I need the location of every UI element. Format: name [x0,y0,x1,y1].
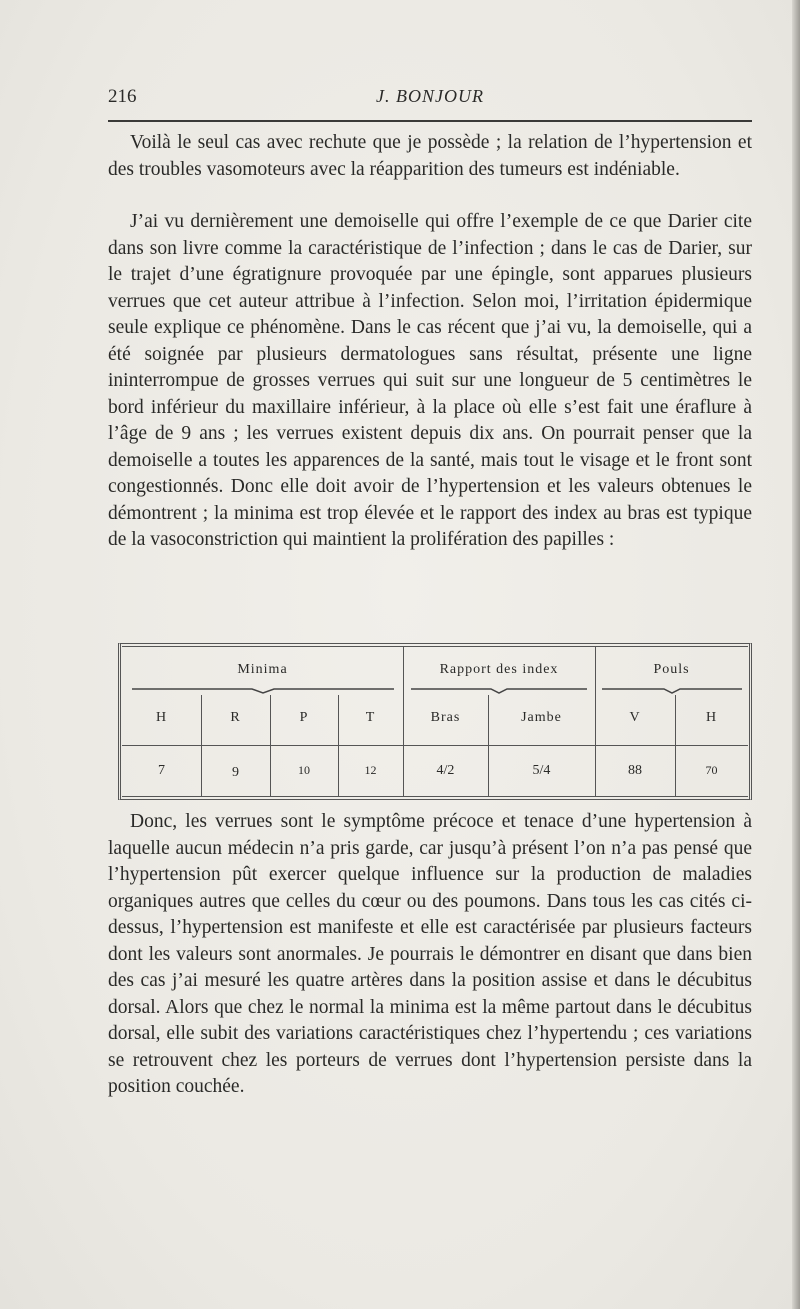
col-header-t: T [365,710,376,725]
value-t: 12 [364,763,377,777]
value-bras: 4/2 [436,763,455,778]
value-jambe: 5/4 [532,763,551,778]
group-header-rapport: Rapport des index [439,662,559,677]
value-v: 88 [628,763,642,778]
col-header-h: H [155,710,168,725]
table-inner-top-rule [122,646,748,647]
running-title: J. BONJOUR [376,86,484,106]
table-inner-bottom-rule [122,796,748,797]
page-number: 216 [108,86,137,107]
measurements-table [118,643,752,800]
paragraph-3: Donc, les verrues sont le symptôme précoce et tenace d’une hypertension à laquelle aucun médecin n’a pris garde, car jusqu’à présent l’on n’a pas pensé que l’hypertension pût exercer quelque influence sur la production de maladies organiques autres que celles du cœur ou des poumons. Dans tous les cas cités ci-dessus, l’hypertension est manifeste et elle est caractérisée par plusieurs facteurs dont les valeurs sont anormales. Je pourrais le démontrer en disant que dans bien des cas j’ai mesuré les quatre artères dans la position assise et dans le décubitus dorsal. Alors que chez le normal la minima est la même partout dans le décubitus dorsal, elle subit des variations caractéristiques chez l’hypertendu ; ces variations se retrouvent chez les porteurs de verrues dont l’hypertension persiste dans la position couchée. [108,811,752,1097]
header-rule [108,120,752,122]
value-r: 9 [232,765,239,780]
col-header-bras: Bras [430,710,461,725]
paragraph-2: J’ai vu dernièrement une demoiselle qui offre l’exemple de ce que Darier cite dans son livre comme la caractéristique de l’infection ; dans le cas de Darier, sur le trajet d’une égratignure provoquée par une épingle, sont apparues plusieurs verrues que cet auteur attribue à l’infection. Selon moi, l’irritation épidermique seule explique ce phénomène. Dans le cas récent que j’ai vu, la demoiselle, qui a été soignée par plusieurs dermatologues sans résultat, présente une ligne ininterrompue de grosses verrues qui suit sur une longueur de 5 centimètres le bord inférieur du maxillaire inférieur, à la place où elle s’est fait une éraflure à l’âge de 9 ans ; les verrues existent depuis dix ans. On pourrait penser que la demoiselle a toutes les apparences de la santé, mais tout le visage et le front sont congestionnés. Donc elle doit avoir de l’hypertension et les valeurs obtenues le démontrent ; la minima est trop élevée et le rapport des index au bras est typique de la vasoconstriction qui maintient la prolifération des papilles : [108,211,752,550]
page-header [108,86,752,114]
brace-rapport [411,683,587,695]
value-h-pouls: 70 [705,763,718,777]
brace-pouls [602,683,742,695]
value-p: 10 [298,763,310,777]
group-header-pouls: Pouls [653,662,690,677]
row-divider [595,745,748,746]
col-header-jambe: Jambe [521,710,562,725]
group-header-minima: Minima [237,662,288,677]
col-header-p: P [299,710,309,725]
row-divider [403,745,595,746]
col-header-r: R [230,710,241,725]
value-h: 7 [158,763,165,778]
paragraph-1: Voilà le seul cas avec rechute que je possède ; la relation de l’hypertension et des troubles vasomoteurs avec la réapparition des tumeurs est indéniable. [108,132,752,180]
page-edge-shadow [792,0,800,1309]
brace-minima [132,683,394,695]
row-divider [122,745,403,746]
col-header-v: V [629,710,641,725]
col-header-h-pouls: H [705,710,718,725]
